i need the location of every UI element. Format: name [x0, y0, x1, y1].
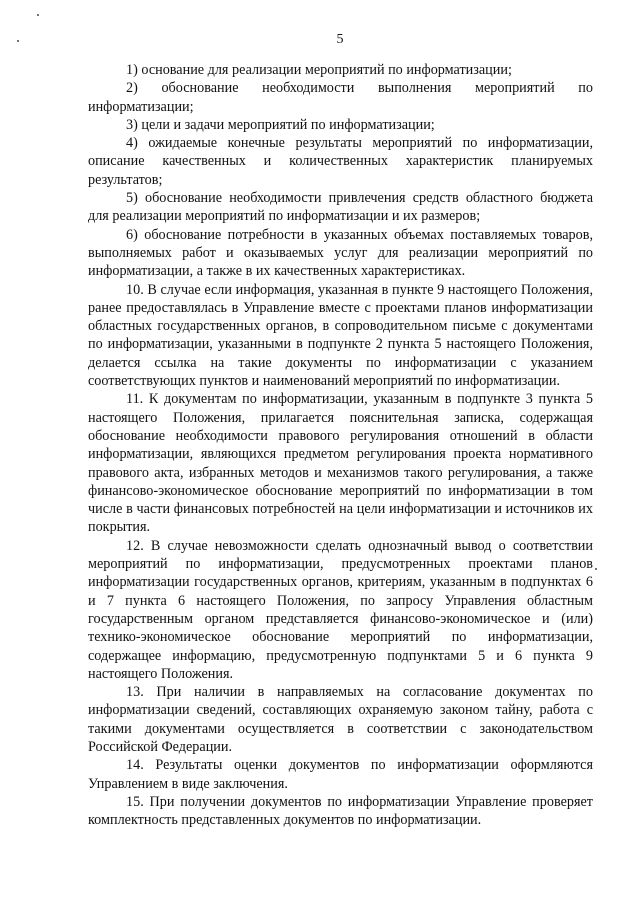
- list-item-1: 1) основание для реализации мероприятий по информатизации;: [126, 62, 512, 78]
- list-item-3: 3) цели и задачи мероприятий по информатизации;: [126, 116, 435, 133]
- clause-14: 14. Результаты оценки документов по информатизации оформляются Управлением в виде заключения.: [88, 757, 593, 792]
- document-body: [88, 61, 593, 829]
- clause-12: 12. В случае невозможности сделать однозначный вывод о соответствии мероприятий по информатизации, предусмотренных проектами планов информатизации государственных органов, критериям, указанным в подпунктах 6 и 7 пункта 6 настоящего Положения, по запросу Управления областным государственным органом представляется финансово-экономическое и (или) технико-экономическое обоснование мероприятий по информатизации, содержащее информацию, предусмотренную подпунктами 5 и 6 пункта 9 настоящего Положения.: [88, 537, 593, 682]
- scan-speck: [595, 568, 597, 570]
- scan-speck: [37, 14, 39, 16]
- list-item-2: 2) обоснование необходимости выполнения мероприятий по информатизации;: [88, 80, 593, 115]
- clause-15: 15. При получении документов по информатизации Управление проверяет комплектность представленных документов по информатизации.: [88, 793, 593, 829]
- clause-10: 10. В случае если информация, указанная в пункте 9 настоящего Положения, ранее предоставлялась в Управление вместе с проектами планов информатизации областных государственных органов, в сопроводительном письме с документами по информатизации, указанными в подпункте 2 пункта 5 настоящего Положения, делается ссылка на такие документы по информатизации с указанием соответствующих пунктов и наименований мероприятий по информатизации.: [88, 281, 593, 390]
- list-item-4: 4) ожидаемые конечные результаты мероприятий по информатизации, описание качественных и количественных характеристик планируемых результатов;: [88, 135, 593, 188]
- page-number: 5: [336, 32, 344, 47]
- list-item-5: 5) обоснование необходимости привлечения средств областного бюджета для реализации мероприятий по информатизации и их размеров;: [88, 190, 593, 225]
- clause-13: 13. При наличии в направляемых на согласование документах по информатизации сведений, составляющих охраняемую законом тайну, работа с такими документами осуществляется в соответствии с законодательством Российской Федерации.: [88, 684, 593, 755]
- clause-11: 11. К документам по информатизации, указанным в подпункте 3 пункта 5 настоящего Положения, прилагается пояснительная записка, содержащая обоснование необходимости правового регулирования отношений в области информатизации, являющихся предметом регулирования проекта нормативного правового акта, избранных методов и механизмов такого регулирования, а также финансово-экономическое обоснование мероприятий по информатизации в том числе в части финансовых потребностей на цели информатизации и источников их покрытия.: [88, 391, 593, 536]
- list-item-6: 6) обоснование потребности в указанных объемах поставляемых товаров, выполняемых работ и оказываемых услуг для реализации мероприятий по информатизации, а также в их качественных характеристиках.: [88, 226, 593, 280]
